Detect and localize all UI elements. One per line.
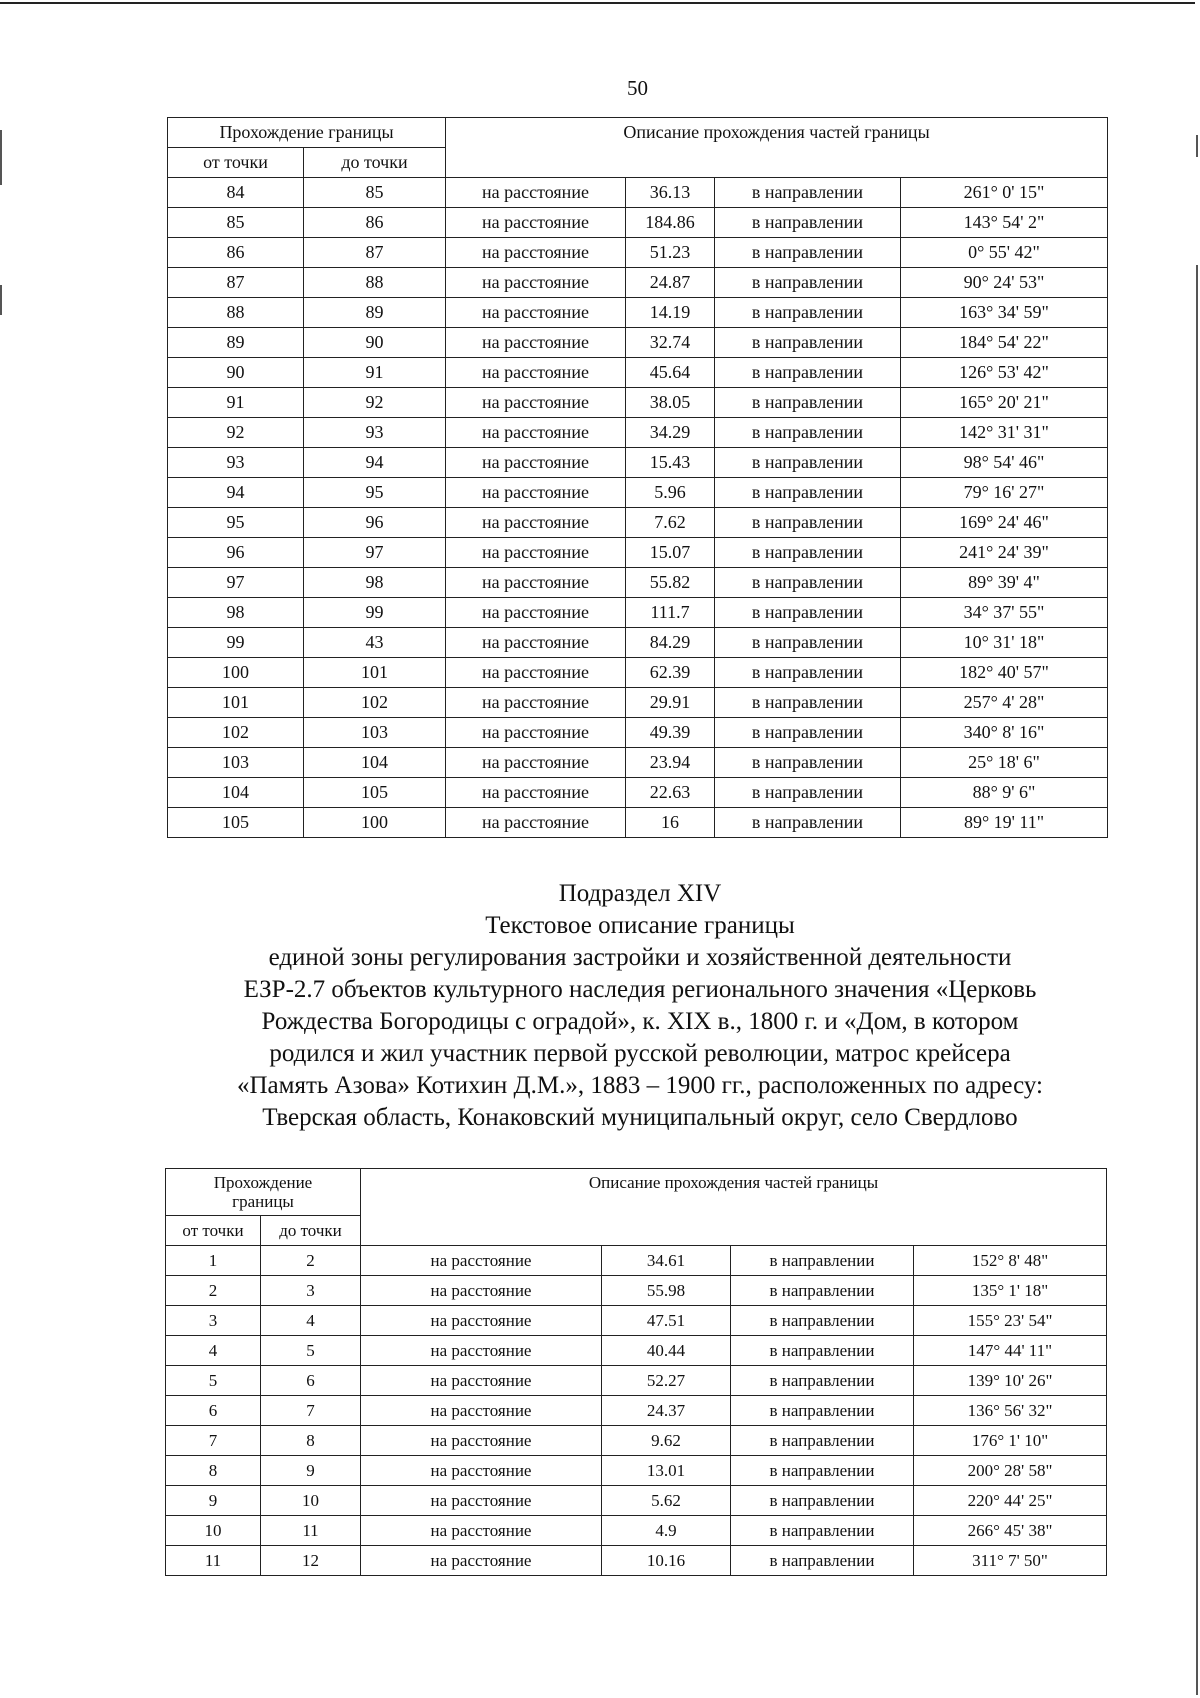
distance-label-cell: на расстояние [446, 448, 626, 478]
table-row [168, 598, 1108, 628]
distance-label-cell: на расстояние [361, 1306, 602, 1336]
from-point-cell: 11 [166, 1546, 261, 1576]
distance-value-cell: 49.39 [626, 718, 715, 748]
distance-label-cell: на расстояние [446, 688, 626, 718]
boundary-table-2 [165, 1168, 1107, 1576]
distance-label-cell: на расстояние [361, 1246, 602, 1276]
direction-value-cell: 89° 19' 11" [901, 808, 1108, 838]
direction-value-cell: 266° 45' 38" [914, 1516, 1107, 1546]
table-row [166, 1486, 1107, 1516]
to-point-cell: 10 [261, 1486, 361, 1516]
distance-label-cell: на расстояние [446, 568, 626, 598]
from-point-cell: 87 [168, 268, 304, 298]
direction-value-cell: 261° 0' 15" [901, 178, 1108, 208]
header-to-point: до точки [304, 148, 446, 178]
distance-value-cell: 16 [626, 808, 715, 838]
section-description-line: Тверская область, Конаковский муниципальный округ, село Свердлово [262, 1104, 1018, 1131]
direction-value-cell: 98° 54' 46" [901, 448, 1108, 478]
direction-label-cell: в направлении [731, 1336, 914, 1366]
section-description-line: единой зоны регулирования застройки и хозяйственной деятельности [268, 944, 1012, 971]
direction-label-cell: в направлении [715, 178, 901, 208]
from-point-cell: 10 [166, 1516, 261, 1546]
to-point-cell: 95 [304, 478, 446, 508]
direction-value-cell: 200° 28' 58" [914, 1456, 1107, 1486]
from-point-cell: 95 [168, 508, 304, 538]
direction-label-cell: в направлении [715, 358, 901, 388]
header-from-point: от точки [166, 1216, 261, 1246]
direction-label-cell: в направлении [731, 1486, 914, 1516]
to-point-cell: 90 [304, 328, 446, 358]
distance-value-cell: 51.23 [626, 238, 715, 268]
distance-label-cell: на расстояние [446, 538, 626, 568]
distance-value-cell: 15.43 [626, 448, 715, 478]
distance-value-cell: 32.74 [626, 328, 715, 358]
from-point-cell: 98 [168, 598, 304, 628]
table-row [168, 748, 1108, 778]
table-row [166, 1246, 1107, 1276]
direction-value-cell: 88° 9' 6" [901, 778, 1108, 808]
distance-value-cell: 34.61 [602, 1246, 731, 1276]
from-point-cell: 84 [168, 178, 304, 208]
table-row [168, 688, 1108, 718]
header-passage [166, 1169, 361, 1216]
direction-label-cell: в направлении [715, 298, 901, 328]
section-description-line: ЕЗР-2.7 объектов культурного наследия регионального значения «Церковь [243, 976, 1037, 1003]
distance-value-cell: 45.64 [626, 358, 715, 388]
from-point-cell: 7 [166, 1426, 261, 1456]
from-point-cell: 2 [166, 1276, 261, 1306]
direction-label-cell: в направлении [715, 628, 901, 658]
table-row [166, 1276, 1107, 1306]
distance-label-cell: на расстояние [361, 1516, 602, 1546]
table-row [168, 178, 1108, 208]
direction-value-cell: 143° 54' 2" [901, 208, 1108, 238]
distance-label-cell: на расстояние [446, 358, 626, 388]
header-description: Описание прохождения частей границы [446, 118, 1108, 178]
direction-value-cell: 155° 23' 54" [914, 1306, 1107, 1336]
direction-label-cell: в направлении [731, 1306, 914, 1336]
to-point-cell: 105 [304, 778, 446, 808]
direction-label-cell: в направлении [715, 208, 901, 238]
to-point-cell: 12 [261, 1546, 361, 1576]
distance-label-cell: на расстояние [361, 1486, 602, 1516]
table-row [166, 1366, 1107, 1396]
table-row [166, 1336, 1107, 1366]
direction-label-cell: в направлении [731, 1366, 914, 1396]
direction-label-cell: в направлении [715, 598, 901, 628]
table-row [166, 1396, 1107, 1426]
direction-label-cell: в направлении [715, 718, 901, 748]
from-point-cell: 9 [166, 1486, 261, 1516]
direction-value-cell: 90° 24' 53" [901, 268, 1108, 298]
section-heading [160, 878, 1120, 1134]
to-point-cell: 99 [304, 598, 446, 628]
table-row [166, 1456, 1107, 1486]
direction-label-cell: в направлении [715, 658, 901, 688]
distance-label-cell: на расстояние [446, 478, 626, 508]
to-point-cell: 97 [304, 538, 446, 568]
header-to-point: до точки [261, 1216, 361, 1246]
distance-value-cell: 55.98 [602, 1276, 731, 1306]
table-row [168, 538, 1108, 568]
table-row [166, 1426, 1107, 1456]
direction-value-cell: 311° 7' 50" [914, 1546, 1107, 1576]
direction-value-cell: 184° 54' 22" [901, 328, 1108, 358]
table-row [168, 628, 1108, 658]
direction-label-cell: в направлении [715, 268, 901, 298]
table-row [168, 778, 1108, 808]
direction-value-cell: 10° 31' 18" [901, 628, 1108, 658]
direction-value-cell: 340° 8' 16" [901, 718, 1108, 748]
table-row [166, 1306, 1107, 1336]
from-point-cell: 1 [166, 1246, 261, 1276]
direction-value-cell: 89° 39' 4" [901, 568, 1108, 598]
distance-value-cell: 5.96 [626, 478, 715, 508]
to-point-cell: 98 [304, 568, 446, 598]
direction-value-cell: 165° 20' 21" [901, 388, 1108, 418]
distance-label-cell: на расстояние [361, 1456, 602, 1486]
direction-label-cell: в направлении [715, 238, 901, 268]
section-description-line: «Память Азова» Котихин Д.М.», 1883 – 1900 гг., расположенных по адресу: [236, 1072, 1044, 1099]
direction-value-cell: 79° 16' 27" [901, 478, 1108, 508]
direction-label-cell: в направлении [715, 748, 901, 778]
table-row [168, 388, 1108, 418]
direction-value-cell: 0° 55' 42" [901, 238, 1108, 268]
to-point-cell: 86 [304, 208, 446, 238]
to-point-cell: 101 [304, 658, 446, 688]
distance-value-cell: 184.86 [626, 208, 715, 238]
distance-label-cell: на расстояние [446, 748, 626, 778]
to-point-cell: 92 [304, 388, 446, 418]
table-row [168, 508, 1108, 538]
table-body [166, 1246, 1107, 1576]
direction-label-cell: в направлении [715, 688, 901, 718]
from-point-cell: 101 [168, 688, 304, 718]
direction-value-cell: 25° 18' 6" [901, 748, 1108, 778]
table-row [168, 208, 1108, 238]
direction-value-cell: 163° 34' 59" [901, 298, 1108, 328]
table-row [168, 448, 1108, 478]
direction-label-cell: в направлении [731, 1396, 914, 1426]
table-row [168, 658, 1108, 688]
to-point-cell: 87 [304, 238, 446, 268]
header-passage-line: границы [232, 1192, 294, 1211]
distance-value-cell: 55.82 [626, 568, 715, 598]
direction-label-cell: в направлении [715, 478, 901, 508]
from-point-cell: 99 [168, 628, 304, 658]
direction-label-cell: в направлении [715, 538, 901, 568]
from-point-cell: 90 [168, 358, 304, 388]
boundary-table-1 [167, 117, 1108, 838]
distance-value-cell: 13.01 [602, 1456, 731, 1486]
direction-label-cell: в направлении [715, 778, 901, 808]
table-row [166, 1516, 1107, 1546]
from-point-cell: 89 [168, 328, 304, 358]
distance-label-cell: на расстояние [361, 1276, 602, 1306]
direction-label-cell: в направлении [731, 1456, 914, 1486]
direction-value-cell: 257° 4' 28" [901, 688, 1108, 718]
direction-value-cell: 152° 8' 48" [914, 1246, 1107, 1276]
direction-label-cell: в направлении [731, 1276, 914, 1306]
distance-label-cell: на расстояние [446, 508, 626, 538]
distance-label-cell: на расстояние [446, 628, 626, 658]
header-from-point: от точки [168, 148, 304, 178]
distance-label-cell: на расстояние [446, 718, 626, 748]
scan-edge-mark [0, 130, 2, 185]
section-description-line: родился и жил участник первой русской революции, матрос крейсера [269, 1040, 1011, 1067]
from-point-cell: 86 [168, 238, 304, 268]
distance-value-cell: 52.27 [602, 1366, 731, 1396]
distance-value-cell: 29.91 [626, 688, 715, 718]
table-body [168, 178, 1108, 838]
from-point-cell: 104 [168, 778, 304, 808]
table-row [168, 718, 1108, 748]
section-description-line: Рождества Богородицы с оградой», к. XIX в., 1800 г. и «Дом, в котором [261, 1008, 1019, 1035]
distance-label-cell: на расстояние [361, 1396, 602, 1426]
distance-label-cell: на расстояние [446, 268, 626, 298]
to-point-cell: 5 [261, 1336, 361, 1366]
distance-value-cell: 38.05 [626, 388, 715, 418]
from-point-cell: 91 [168, 388, 304, 418]
to-point-cell: 100 [304, 808, 446, 838]
direction-value-cell: 176° 1' 10" [914, 1426, 1107, 1456]
distance-value-cell: 5.62 [602, 1486, 731, 1516]
from-point-cell: 94 [168, 478, 304, 508]
to-point-cell: 91 [304, 358, 446, 388]
scan-edge-line [0, 2, 1195, 4]
distance-value-cell: 111.7 [626, 598, 715, 628]
from-point-cell: 100 [168, 658, 304, 688]
to-point-cell: 89 [304, 298, 446, 328]
table-row [168, 238, 1108, 268]
distance-label-cell: на расстояние [446, 658, 626, 688]
to-point-cell: 6 [261, 1366, 361, 1396]
direction-label-cell: в направлении [731, 1246, 914, 1276]
section-subtitle: Текстовое описание границы [485, 912, 795, 939]
direction-value-cell: 241° 24' 39" [901, 538, 1108, 568]
distance-value-cell: 47.51 [602, 1306, 731, 1336]
table-row [168, 298, 1108, 328]
from-point-cell: 102 [168, 718, 304, 748]
direction-label-cell: в направлении [715, 418, 901, 448]
table-row [168, 418, 1108, 448]
direction-label-cell: в направлении [731, 1516, 914, 1546]
to-point-cell: 103 [304, 718, 446, 748]
distance-value-cell: 34.29 [626, 418, 715, 448]
distance-value-cell: 7.62 [626, 508, 715, 538]
direction-value-cell: 147° 44' 11" [914, 1336, 1107, 1366]
direction-label-cell: в направлении [715, 808, 901, 838]
distance-value-cell: 9.62 [602, 1426, 731, 1456]
distance-label-cell: на расстояние [446, 808, 626, 838]
table-row [168, 358, 1108, 388]
from-point-cell: 103 [168, 748, 304, 778]
to-point-cell: 9 [261, 1456, 361, 1486]
scan-edge-mark [0, 285, 2, 315]
from-point-cell: 3 [166, 1306, 261, 1336]
distance-label-cell: на расстояние [361, 1426, 602, 1456]
to-point-cell: 43 [304, 628, 446, 658]
to-point-cell: 104 [304, 748, 446, 778]
table-row [168, 268, 1108, 298]
distance-value-cell: 24.37 [602, 1396, 731, 1426]
distance-value-cell: 14.19 [626, 298, 715, 328]
distance-label-cell: на расстояние [446, 388, 626, 418]
distance-value-cell: 22.63 [626, 778, 715, 808]
direction-value-cell: 142° 31' 31" [901, 418, 1108, 448]
header-passage-line: Прохождение [213, 1173, 313, 1192]
from-point-cell: 6 [166, 1396, 261, 1426]
from-point-cell: 5 [166, 1366, 261, 1396]
distance-value-cell: 24.87 [626, 268, 715, 298]
distance-label-cell: на расстояние [361, 1336, 602, 1366]
to-point-cell: 7 [261, 1396, 361, 1426]
direction-value-cell: 169° 24' 46" [901, 508, 1108, 538]
distance-label-cell: на расстояние [446, 208, 626, 238]
direction-label-cell: в направлении [731, 1546, 914, 1576]
from-point-cell: 4 [166, 1336, 261, 1366]
direction-label-cell: в направлении [731, 1426, 914, 1456]
direction-value-cell: 182° 40' 57" [901, 658, 1108, 688]
to-point-cell: 96 [304, 508, 446, 538]
direction-value-cell: 136° 56' 32" [914, 1396, 1107, 1426]
header-description: Описание прохождения частей границы [361, 1169, 1107, 1246]
distance-value-cell: 40.44 [602, 1336, 731, 1366]
direction-label-cell: в направлении [715, 508, 901, 538]
to-point-cell: 2 [261, 1246, 361, 1276]
distance-value-cell: 62.39 [626, 658, 715, 688]
distance-value-cell: 10.16 [602, 1546, 731, 1576]
from-point-cell: 93 [168, 448, 304, 478]
distance-value-cell: 84.29 [626, 628, 715, 658]
scan-edge-mark [1196, 135, 1198, 157]
distance-label-cell: на расстояние [446, 598, 626, 628]
distance-label-cell: на расстояние [361, 1366, 602, 1396]
direction-value-cell: 126° 53' 42" [901, 358, 1108, 388]
distance-label-cell: на расстояние [446, 778, 626, 808]
from-point-cell: 97 [168, 568, 304, 598]
to-point-cell: 102 [304, 688, 446, 718]
direction-value-cell: 220° 44' 25" [914, 1486, 1107, 1516]
to-point-cell: 93 [304, 418, 446, 448]
distance-label-cell: на расстояние [446, 298, 626, 328]
distance-label-cell: на расстояние [446, 328, 626, 358]
section-title: Подраздел XIV [558, 880, 722, 907]
direction-label-cell: в направлении [715, 448, 901, 478]
distance-label-cell: на расстояние [446, 178, 626, 208]
to-point-cell: 94 [304, 448, 446, 478]
distance-value-cell: 36.13 [626, 178, 715, 208]
from-point-cell: 88 [168, 298, 304, 328]
direction-value-cell: 139° 10' 26" [914, 1366, 1107, 1396]
table-row [168, 808, 1108, 838]
to-point-cell: 8 [261, 1426, 361, 1456]
scan-edge-mark [1196, 265, 1198, 1695]
table-row [168, 478, 1108, 508]
to-point-cell: 3 [261, 1276, 361, 1306]
distance-value-cell: 4.9 [602, 1516, 731, 1546]
from-point-cell: 96 [168, 538, 304, 568]
distance-value-cell: 23.94 [626, 748, 715, 778]
distance-value-cell: 15.07 [626, 538, 715, 568]
distance-label-cell: на расстояние [361, 1546, 602, 1576]
to-point-cell: 85 [304, 178, 446, 208]
distance-label-cell: на расстояние [446, 238, 626, 268]
to-point-cell: 11 [261, 1516, 361, 1546]
table-row [168, 328, 1108, 358]
from-point-cell: 105 [168, 808, 304, 838]
from-point-cell: 92 [168, 418, 304, 448]
page-number: 50 [627, 76, 648, 100]
from-point-cell: 85 [168, 208, 304, 238]
to-point-cell: 88 [304, 268, 446, 298]
direction-value-cell: 135° 1' 18" [914, 1276, 1107, 1306]
distance-label-cell: на расстояние [446, 418, 626, 448]
table-row [168, 568, 1108, 598]
direction-value-cell: 34° 37' 55" [901, 598, 1108, 628]
direction-label-cell: в направлении [715, 328, 901, 358]
from-point-cell: 8 [166, 1456, 261, 1486]
table-row [166, 1546, 1107, 1576]
to-point-cell: 4 [261, 1306, 361, 1336]
header-passage: Прохождение границы [168, 118, 446, 148]
direction-label-cell: в направлении [715, 388, 901, 418]
direction-label-cell: в направлении [715, 568, 901, 598]
